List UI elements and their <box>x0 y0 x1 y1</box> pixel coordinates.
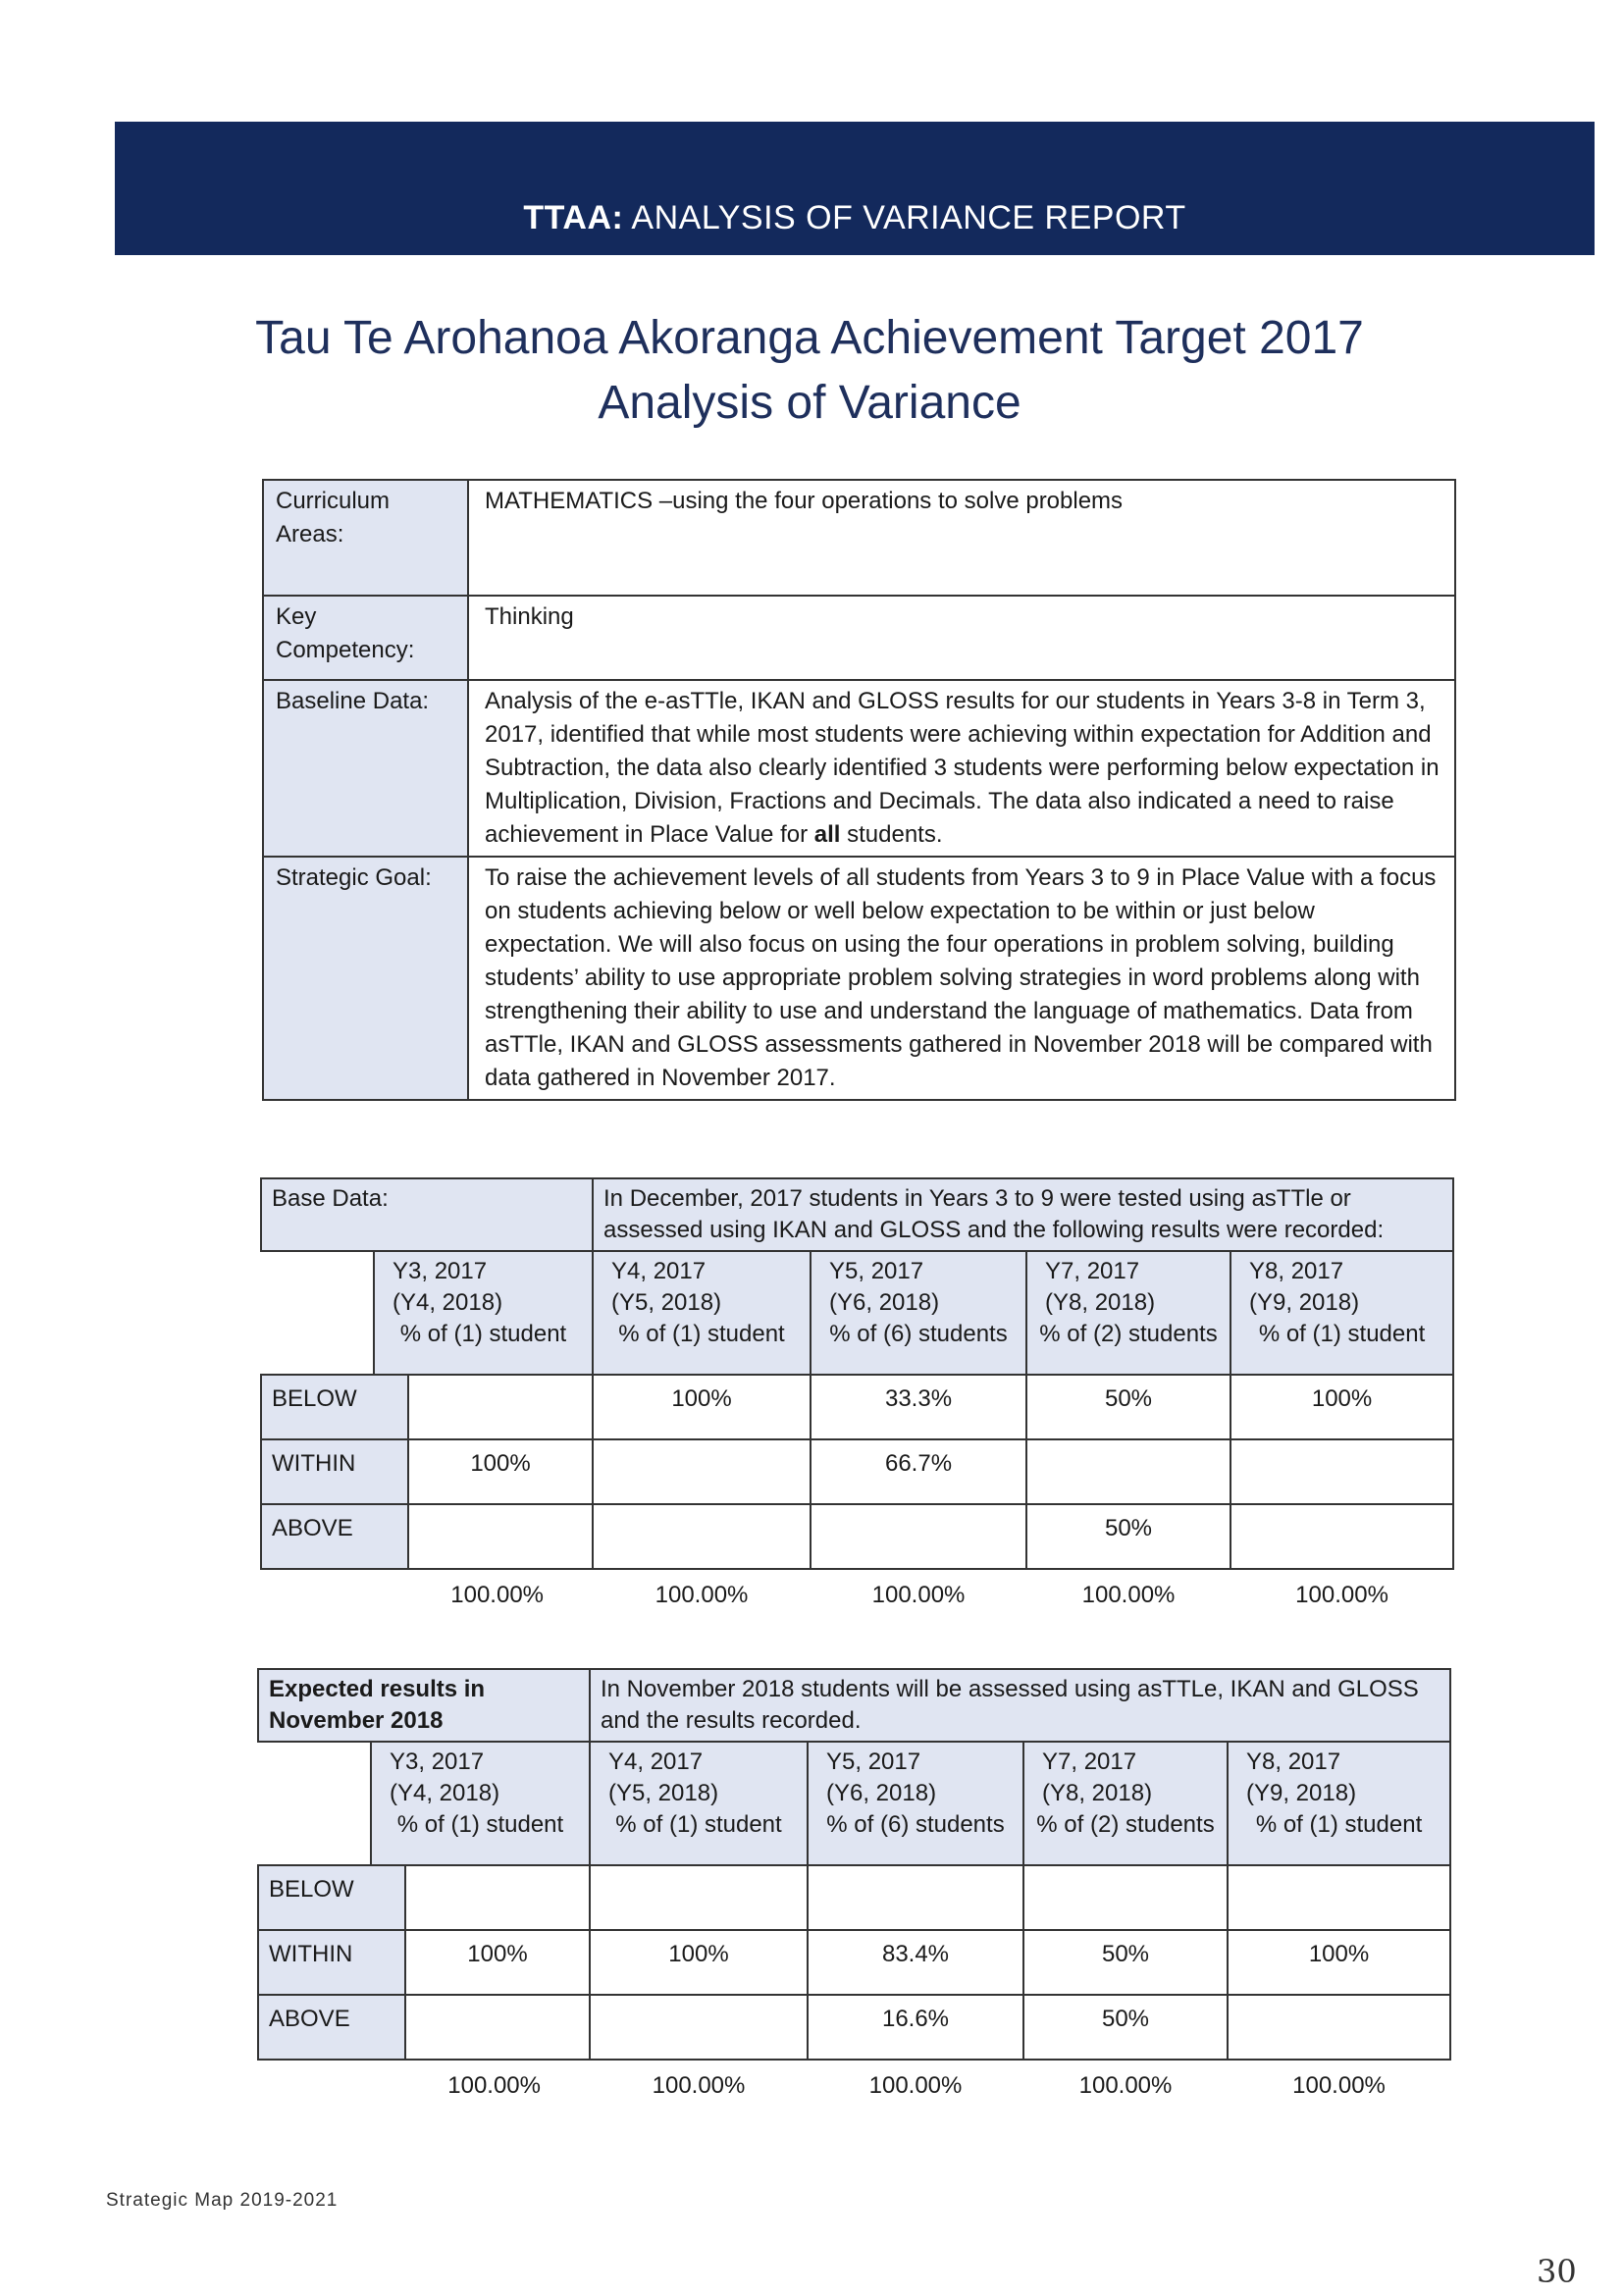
curriculum-row <box>263 480 1455 596</box>
row-label-within: WITHIN <box>258 1930 405 1995</box>
base-corner-spacer <box>261 1251 374 1375</box>
table-cell <box>593 1439 811 1504</box>
column-percent-label: % of (6) students <box>829 1321 1008 1347</box>
column-next-year: (Y9, 2018) <box>1246 1780 1357 1806</box>
total-value: 100.00% <box>1295 1582 1388 1608</box>
column-year: Y4, 2017 <box>608 1748 704 1775</box>
base-header-row <box>261 1178 1453 1251</box>
table-cell <box>405 1865 590 1930</box>
table-row <box>261 1375 1453 1439</box>
report-banner <box>115 122 1595 255</box>
curriculum-label: Curriculum Areas: <box>263 480 468 596</box>
totals-row <box>261 1569 1453 1615</box>
banner-title: ANALYSIS OF VARIANCE REPORT <box>623 199 1186 236</box>
competency-row <box>263 596 1455 680</box>
goal-label: Strategic Goal: <box>263 857 468 1100</box>
table-row <box>261 1439 1453 1504</box>
column-next-year: (Y6, 2018) <box>826 1780 937 1806</box>
baseline-value <box>468 680 1455 857</box>
column-header <box>808 1742 1023 1865</box>
column-header <box>371 1742 590 1865</box>
table-cell <box>1230 1439 1453 1504</box>
expected-header-row <box>258 1669 1450 1742</box>
target-info-table <box>262 479 1456 1101</box>
column-percent-label: % of (6) students <box>826 1811 1005 1838</box>
row-label-above: ABOVE <box>258 1995 405 2060</box>
table-cell: 100% <box>408 1439 593 1504</box>
table-row <box>258 1865 1450 1930</box>
baseline-label: Baseline Data: <box>263 680 468 857</box>
column-percent-label: % of (1) student <box>1255 1811 1423 1838</box>
column-header <box>1026 1251 1230 1375</box>
table-cell: 100% <box>593 1375 811 1439</box>
column-next-year: (Y9, 2018) <box>1249 1289 1360 1316</box>
table-row <box>258 1930 1450 1995</box>
baseline-text-bold: all <box>813 821 841 848</box>
table-cell <box>408 1504 593 1569</box>
total-value: 100.00% <box>871 1582 966 1608</box>
column-percent-label: % of (2) students <box>1039 1321 1218 1347</box>
totals-row <box>258 2060 1450 2106</box>
table-row <box>261 1504 1453 1569</box>
column-header <box>1230 1251 1453 1375</box>
table-cell <box>1228 1995 1450 2060</box>
total-value: 100.00% <box>654 1582 749 1608</box>
expected-results-description: In November 2018 students will be assessed using asTTLe, IKAN and GLOSS and the results recorded. <box>590 1669 1450 1742</box>
total-value: 100.00% <box>447 2072 541 2099</box>
table-cell <box>408 1375 593 1439</box>
column-header <box>1023 1742 1228 1865</box>
table-cell: 16.6% <box>808 1995 1023 2060</box>
table-cell: 100% <box>590 1930 808 1995</box>
baseline-text-a: Analysis of the e-asTTle, IKAN and GLOSS results for our students in Years 3-8 in Term 3, 2017, identified that while most students were achieving within expectation for Addition and Subtraction, the data also clearly identified 3 students were performing below expectation in Multiplication, Division, Fractions and Decimals. The data also indicated a need to raise achievement in Place Value for <box>485 688 1440 848</box>
base-data-description: In December, 2017 students in Years 3 to 9 were tested using asTTle or assessed using IKAN and GLOSS and the following results were recorded: <box>593 1178 1453 1251</box>
goal-value: To raise the achievement levels of all students from Years 3 to 9 in Place Value with a focus on students achieving below or well below expectation to be within or just below expectation. We will also focus on using the four operations in problem solving, building students’ ability to use appropriate problem solving strategies in word problems along with strengthening their ability to use and understand the language of mathematics. Data from asTTle, IKAN and GLOSS assessments gathered in November 2018 will be compared with data gathered in November 2017. <box>468 857 1455 1100</box>
table-cell: 100% <box>405 1930 590 1995</box>
table-cell <box>593 1504 811 1569</box>
table-cell <box>405 1995 590 2060</box>
baseline-text-b: students. <box>840 821 943 848</box>
column-header <box>590 1742 808 1865</box>
page-number: 30 <box>1537 2253 1577 2290</box>
table-cell: 100% <box>1230 1375 1453 1439</box>
column-year: Y5, 2017 <box>826 1748 921 1775</box>
column-next-year: (Y6, 2018) <box>829 1289 940 1316</box>
expected-results-table <box>257 1668 1451 2106</box>
table-cell: 33.3% <box>811 1375 1026 1439</box>
column-next-year: (Y5, 2018) <box>608 1780 719 1806</box>
base-data-label: Base Data: <box>261 1178 593 1251</box>
table-cell <box>1026 1439 1230 1504</box>
column-header <box>811 1251 1026 1375</box>
column-percent-label: % of (1) student <box>396 1811 564 1838</box>
column-year: Y7, 2017 <box>1042 1748 1137 1775</box>
table-cell: 50% <box>1023 1995 1228 2060</box>
table-cell: 66.7% <box>811 1439 1026 1504</box>
column-percent-label: % of (1) student <box>618 1321 785 1347</box>
competency-label: Key Competency: <box>263 596 468 680</box>
total-value: 100.00% <box>868 2072 963 2099</box>
column-year: Y7, 2017 <box>1045 1258 1140 1284</box>
banner-prefix: TTAA: <box>523 199 624 236</box>
column-year: Y3, 2017 <box>393 1258 488 1284</box>
column-next-year: (Y5, 2018) <box>611 1289 722 1316</box>
column-header <box>1228 1742 1450 1865</box>
column-percent-label: % of (1) student <box>399 1321 567 1347</box>
column-year: Y3, 2017 <box>390 1748 485 1775</box>
table-cell: 50% <box>1026 1375 1230 1439</box>
column-year: Y5, 2017 <box>829 1258 924 1284</box>
column-next-year: (Y8, 2018) <box>1045 1289 1156 1316</box>
column-percent-label: % of (1) student <box>615 1811 782 1838</box>
competency-value: Thinking <box>468 596 1455 680</box>
goal-row <box>263 857 1455 1100</box>
table-cell <box>1023 1865 1228 1930</box>
curriculum-value: MATHEMATICS –using the four operations to solve problems <box>468 480 1455 596</box>
column-next-year: (Y4, 2018) <box>393 1289 503 1316</box>
total-value: 100.00% <box>652 2072 746 2099</box>
expected-results-label: Expected results in November 2018 <box>258 1669 590 1742</box>
total-value: 100.00% <box>1081 1582 1176 1608</box>
base-columns-row <box>261 1251 1453 1375</box>
total-value: 100.00% <box>450 1582 545 1608</box>
table-cell <box>1228 1865 1450 1930</box>
row-label-within: WITHIN <box>261 1439 408 1504</box>
table-cell: 50% <box>1023 1930 1228 1995</box>
title-line-1: Tau Te Arohanoa Akoranga Achievement Target 2017 <box>255 312 1364 364</box>
column-next-year: (Y4, 2018) <box>390 1780 500 1806</box>
column-percent-label: % of (2) students <box>1036 1811 1215 1838</box>
table-cell <box>808 1865 1023 1930</box>
table-cell: 83.4% <box>808 1930 1023 1995</box>
footer-text: Strategic Map 2019-2021 <box>106 2190 339 2211</box>
column-year: Y8, 2017 <box>1249 1258 1344 1284</box>
table-cell <box>811 1504 1026 1569</box>
page-title <box>196 306 1423 436</box>
table-cell <box>590 1995 808 2060</box>
expected-columns-row <box>258 1742 1450 1865</box>
table-cell <box>1230 1504 1453 1569</box>
table-row <box>258 1995 1450 2060</box>
column-year: Y4, 2017 <box>611 1258 707 1284</box>
column-header <box>593 1251 811 1375</box>
total-value: 100.00% <box>1078 2072 1173 2099</box>
table-cell: 50% <box>1026 1504 1230 1569</box>
column-year: Y8, 2017 <box>1246 1748 1341 1775</box>
row-label-above: ABOVE <box>261 1504 408 1569</box>
table-cell: 100% <box>1228 1930 1450 1995</box>
base-data-table <box>260 1177 1454 1615</box>
title-line-2: Analysis of Variance <box>598 377 1021 429</box>
row-label-below: BELOW <box>258 1865 405 1930</box>
column-percent-label: % of (1) student <box>1258 1321 1426 1347</box>
total-value: 100.00% <box>1292 2072 1386 2099</box>
column-next-year: (Y8, 2018) <box>1042 1780 1153 1806</box>
table-cell <box>590 1865 808 1930</box>
baseline-row <box>263 680 1455 857</box>
expected-corner-spacer <box>258 1742 371 1865</box>
row-label-below: BELOW <box>261 1375 408 1439</box>
column-header <box>374 1251 593 1375</box>
